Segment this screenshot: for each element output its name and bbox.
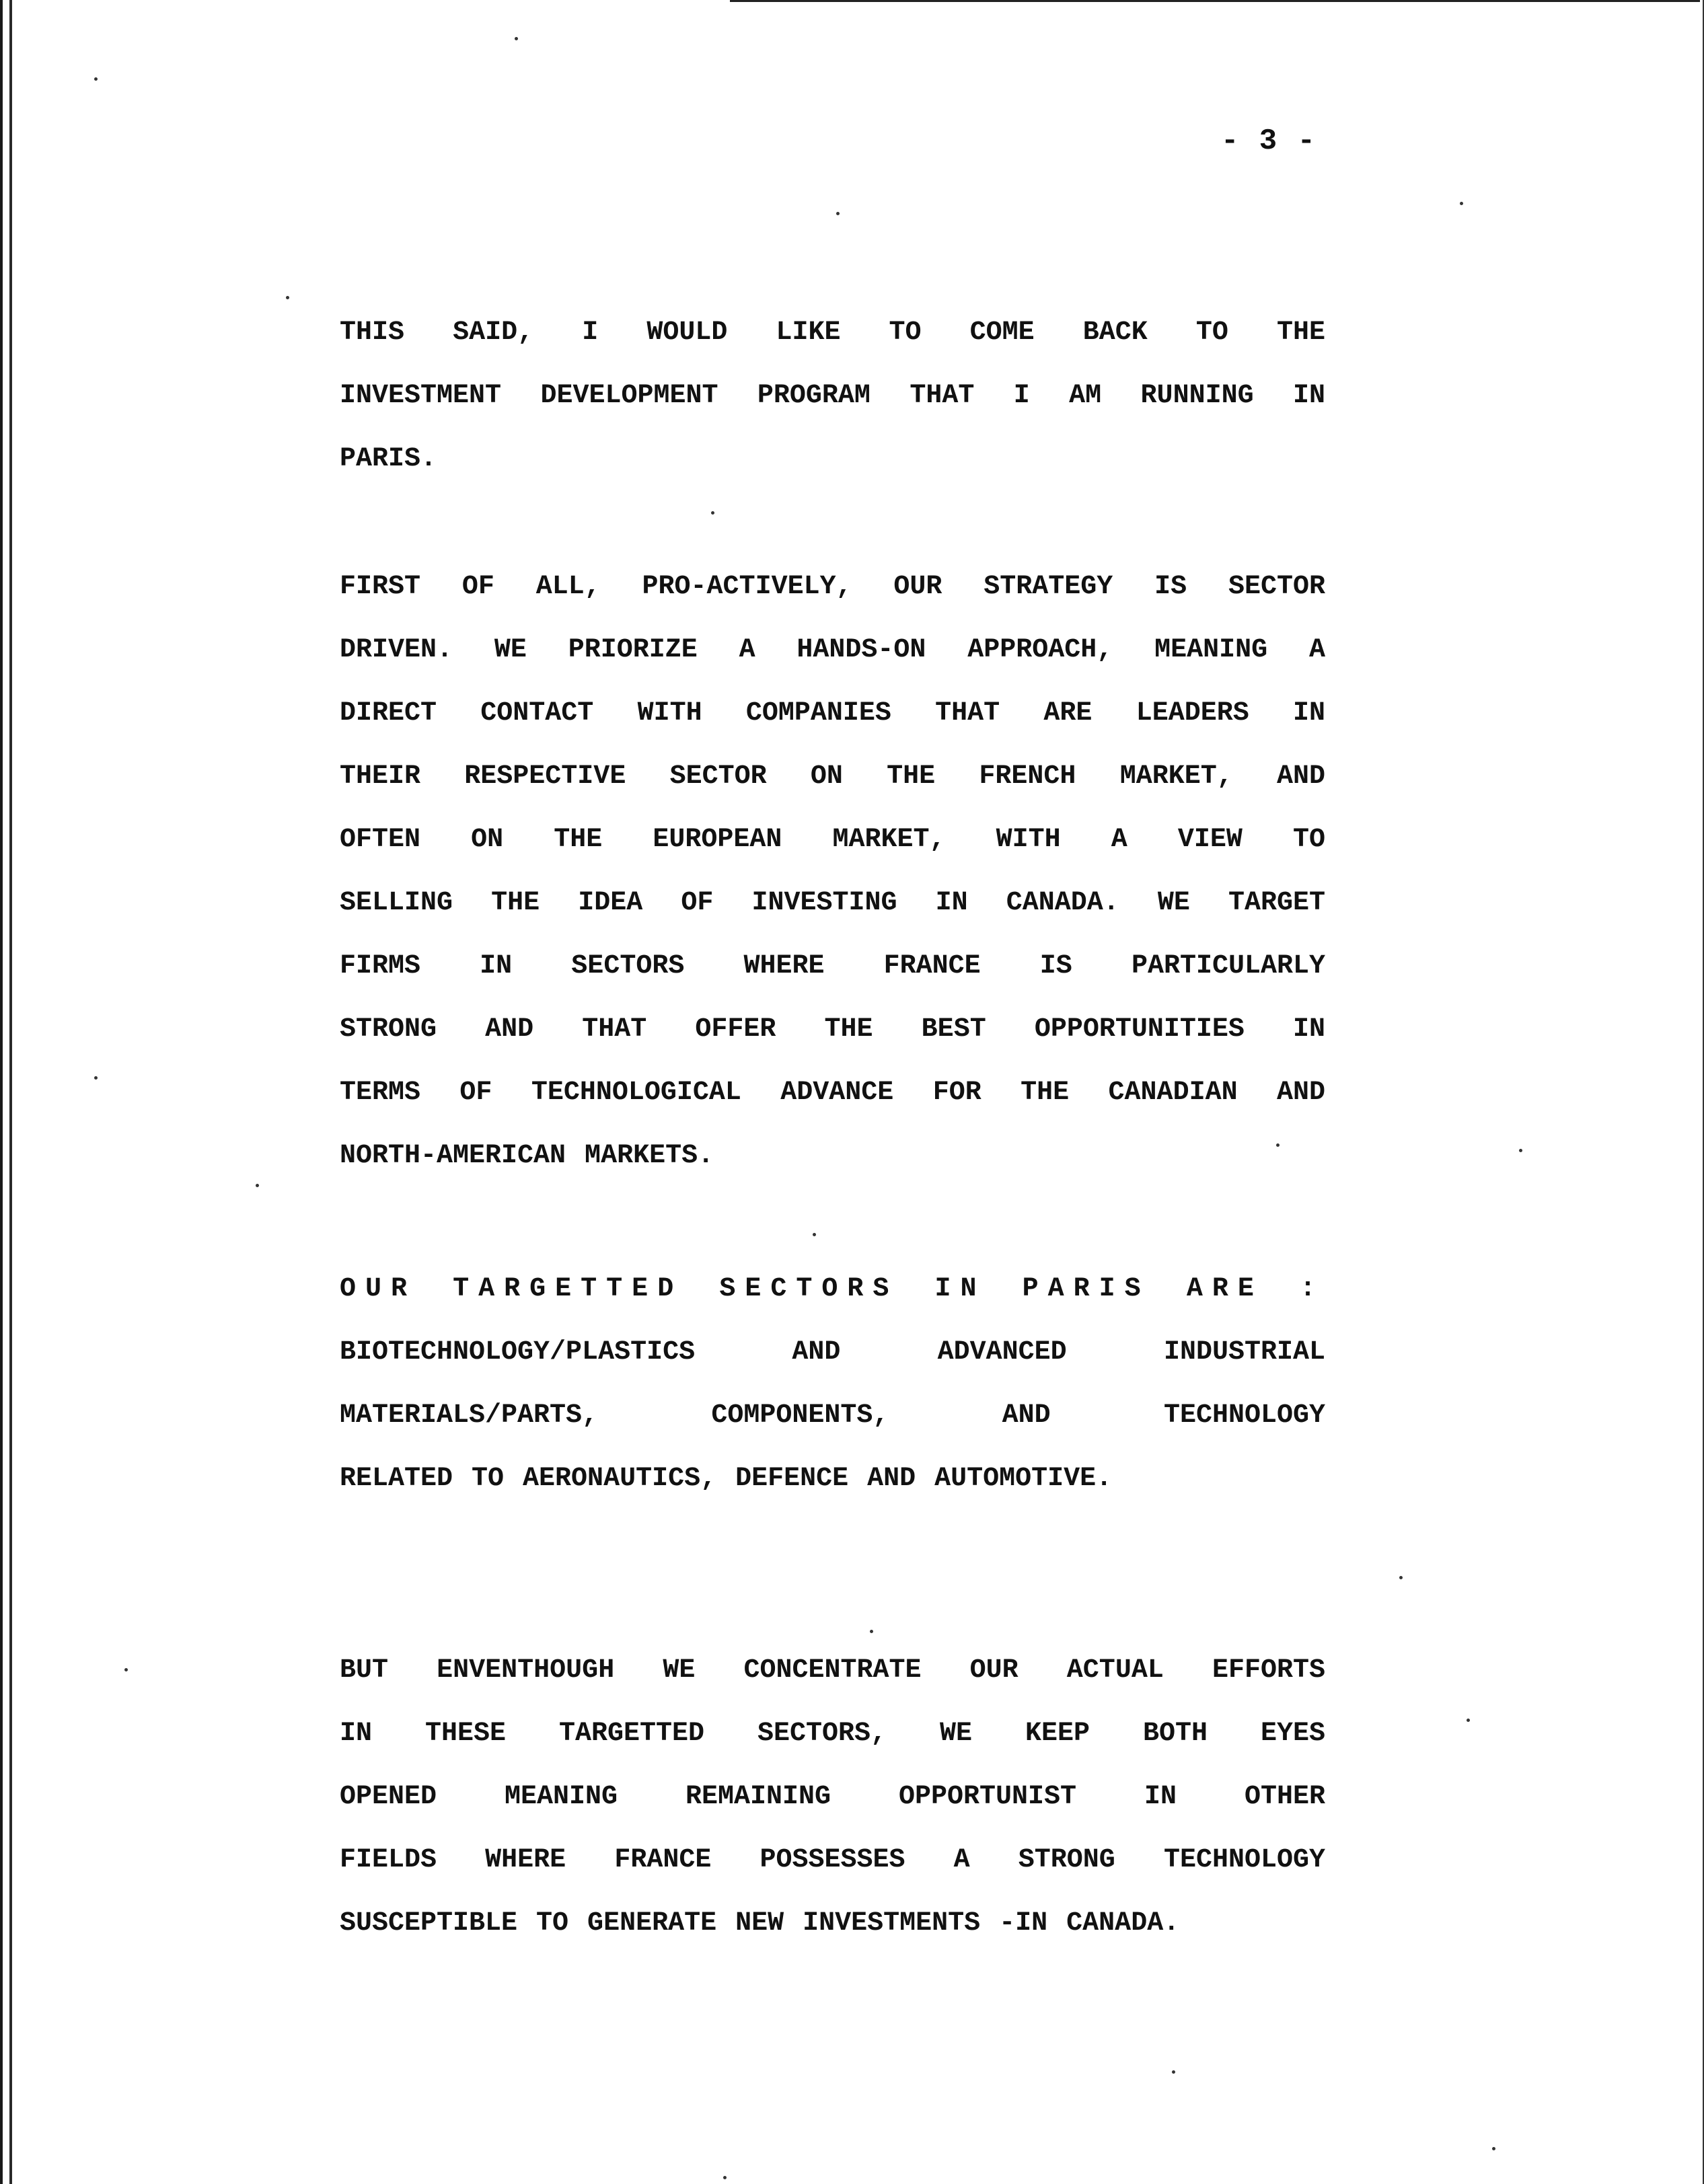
scan-speck	[813, 1233, 816, 1236]
text-line: FIRMS IN SECTORS WHERE FRANCE IS PARTICULARLY	[340, 951, 1325, 981]
scan-speck	[94, 1076, 98, 1080]
scan-right-edge	[1700, 0, 1704, 2184]
page-number: - 3 -	[1221, 124, 1317, 158]
paragraph-return-to-program	[340, 301, 1325, 491]
scan-speck	[256, 1184, 259, 1187]
text-line: SELLING THE IDEA OF INVESTING IN CANADA. WE TARGET	[340, 888, 1325, 918]
text-line: OFTEN ON THE EUROPEAN MARKET, WITH A VIEW TO	[340, 825, 1325, 855]
text-line: INVESTMENT DEVELOPMENT PROGRAM THAT I AM RUNNING IN	[340, 381, 1325, 411]
text-line: BIOTECHNOLOGY/PLASTICS AND ADVANCED INDUSTRIAL	[340, 1337, 1325, 1367]
scan-speck	[286, 296, 289, 299]
scan-speck	[1172, 2070, 1175, 2074]
text-line: STRONG AND THAT OFFER THE BEST OPPORTUNITIES IN	[340, 1014, 1325, 1045]
text-line: DRIVEN. WE PRIORIZE A HANDS-ON APPROACH, MEANING A	[340, 635, 1325, 665]
scan-speck	[94, 77, 98, 81]
text-line: OUR TARGETTED SECTORS IN PARIS ARE :	[340, 1274, 1325, 1304]
text-line: RELATED TO AERONAUTICS, DEFENCE AND AUTOMOTIVE.	[340, 1464, 1113, 1494]
scan-speck	[1519, 1149, 1522, 1152]
text-line: BUT ENVENTHOUGH WE CONCENTRATE OUR ACTUAL EFFORTS	[340, 1655, 1325, 1686]
scan-speck	[124, 1668, 128, 1671]
scan-speck	[1399, 1576, 1403, 1579]
text-line: FIELDS WHERE FRANCE POSSESSES A STRONG TECHNOLOGY	[340, 1845, 1325, 1875]
text-line: OPENED MEANING REMAINING OPPORTUNIST IN OTHER	[340, 1782, 1325, 1812]
paragraph-targeted-sectors	[340, 1258, 1325, 1511]
scan-speck	[1460, 202, 1463, 205]
text-line: DIRECT CONTACT WITH COMPANIES THAT ARE LEADERS IN	[340, 698, 1325, 728]
scan-speck	[1492, 2147, 1495, 2150]
scan-speck	[1467, 1719, 1470, 1722]
scan-speck	[723, 2176, 727, 2179]
text-line: MATERIALS/PARTS, COMPONENTS, AND TECHNOLOGY	[340, 1400, 1325, 1431]
text-line: FIRST OF ALL, PRO-ACTIVELY, OUR STRATEGY IS SECTOR	[340, 572, 1325, 602]
text-line: THIS SAID, I WOULD LIKE TO COME BACK TO THE	[340, 317, 1325, 348]
scan-speck	[711, 511, 714, 515]
scan-speck	[515, 37, 518, 40]
text-line: PARIS.	[340, 444, 437, 474]
scan-left-edge	[0, 0, 20, 2184]
scan-top-edge	[730, 0, 1704, 2]
paragraph-strategy	[340, 556, 1325, 1188]
text-line: NORTH-AMERICAN MARKETS.	[340, 1141, 714, 1171]
text-line: THEIR RESPECTIVE SECTOR ON THE FRENCH MARKET, AND	[340, 761, 1325, 792]
paragraph-other-fields	[340, 1639, 1325, 1955]
text-line: SUSCEPTIBLE TO GENERATE NEW INVESTMENTS -IN CANADA.	[340, 1908, 1180, 1938]
text-line: IN THESE TARGETTED SECTORS, WE KEEP BOTH EYES	[340, 1719, 1325, 1749]
scan-speck	[836, 212, 840, 215]
text-line: TERMS OF TECHNOLOGICAL ADVANCE FOR THE CANADIAN AND	[340, 1078, 1325, 1108]
scan-speck	[870, 1630, 873, 1633]
